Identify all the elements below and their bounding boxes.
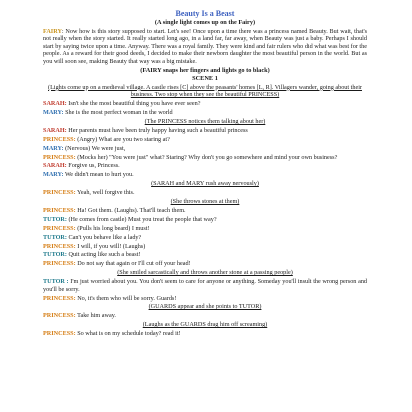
dialogue-line xyxy=(43,127,367,135)
stage-direction xyxy=(43,303,367,311)
stage-direction-text: (SARAH and MARY rush away nervously) xyxy=(151,180,259,188)
fairy-text: Now how is this story supposed to start. Let's see! Once upon a time there was a princess named Beauty. But wait, that's not really when the story started. It really started long ago, in a land far, far away, when Beauty was just a baby. Perhaps I should start by saying twice upon a time. Anyway. There was a royal family. They were kind and fair rulers who did what was best for the people. As a reward for their good deeds, I decided to make their newborn daughter the most beautiful person in the world. But as you will soon see, making Beauty that way was a big mistake. xyxy=(43,27,367,65)
stage-direction-text: (GUARDS appear and she points to TUTOR) xyxy=(148,303,262,311)
dialogue-line xyxy=(43,225,367,233)
dialogue-line xyxy=(43,171,367,179)
dialogue-line xyxy=(43,295,367,303)
speaker-name: PRINCESS: xyxy=(43,153,76,161)
speaker-name: PRINCESS: xyxy=(43,242,76,250)
dialogue-line xyxy=(43,207,367,215)
stage-direction-open: (A single light comes up on the Fairy) xyxy=(154,19,256,26)
dialogue-text: Forgive us, Princess. xyxy=(66,162,120,170)
dialogue-text: (Mocks her) "You were just" what? Staring? Why don't you go somewhere and mind your own business? xyxy=(75,153,338,161)
speaker-name: SARAH: xyxy=(43,100,67,108)
stage-direction xyxy=(43,118,367,126)
dialogue-line xyxy=(43,145,367,153)
dialogue-line xyxy=(43,162,367,170)
dialogue-text: Can't you behave like a lady? xyxy=(66,233,142,241)
stage-direction-snap: (FAIRY snaps her fingers and lights go to black) xyxy=(140,66,270,74)
stage-direction xyxy=(43,321,367,329)
dialogue-text: (Angry) What are you two staring at? xyxy=(75,135,170,143)
dialogue-text: No, it's them who will be sorry. Guards! xyxy=(75,294,177,302)
speaker-name: TUTOR: xyxy=(43,233,67,241)
dialogue-line xyxy=(43,251,367,259)
speaker-name: PRINCESS: xyxy=(43,135,76,143)
dialogue-text: Quit acting like such a beast! xyxy=(66,251,141,259)
stage-direction xyxy=(43,269,367,277)
dialogue-line xyxy=(43,234,367,242)
speaker-name: MARY: xyxy=(43,109,64,117)
dialogue-text: Take him away. xyxy=(75,312,116,320)
stage-direction-text: (She throws stones at them) xyxy=(170,198,240,206)
speaker-name: MARY: xyxy=(43,171,64,179)
dialogue-line xyxy=(43,278,367,293)
speaker-name: PRINCESS: xyxy=(43,206,76,214)
dialogue-line xyxy=(43,109,367,117)
dialogue-text: Do not say that again or I'll cut off your head! xyxy=(75,260,191,268)
speaker-name: MARY: xyxy=(43,144,64,152)
dialogue-text: Isn't she the most beautiful thing you have ever seen? xyxy=(66,100,201,108)
dialogue-list xyxy=(43,100,367,337)
dialogue-text: I'm just worried about you. You don't seem to care for anyone or anything. Someday you'll insult the wrong person and you'll be sorry. xyxy=(43,278,368,293)
stage-direction-scene xyxy=(43,84,367,99)
stage-direction-text: (Laughs as the GUARDS drag him off screaming) xyxy=(142,321,268,329)
dialogue-text: (Nervous) We were just, xyxy=(63,144,126,152)
dialogue-text: I will, if you will! (Laughs) xyxy=(75,242,146,250)
speaker-name: TUTOR: xyxy=(43,215,67,223)
speaker-name: PRINCESS: xyxy=(43,294,76,302)
stage-direction-scene-text: (Lights come up on a medieval village. A castle rises [C] above the peasants' homes [L, R]. Villagers wander, going about their business. Two stop when they see the beautiful PRINCESS) xyxy=(48,83,362,99)
speaker-name: SARAH: xyxy=(43,126,67,134)
dialogue-line xyxy=(43,312,367,320)
script-title: Beauty Is a Beast xyxy=(175,9,235,18)
speaker-name: SARAH: xyxy=(43,162,67,170)
dialogue-text: We didn't mean to hurt you. xyxy=(63,171,134,179)
dialogue-line xyxy=(43,136,367,144)
stage-direction-text: (She smiled sarcastically and throws another stone at a passing people) xyxy=(117,269,293,277)
speaker-name: PRINCESS: xyxy=(43,260,76,268)
dialogue-line xyxy=(43,216,367,224)
fairy-monologue: FAIRY: Now how is this story supposed to start. Let's see! Once upon a time there was a princess named Beauty. But wait, that's not really when the story started. It really started long ago, in a land far, far away, when Beauty was just a baby. Perhaps I should start by saying twice upon a time. Anyway. There was a royal family. They were kind and fair rulers who did what was best for the people. As a reward for their good deeds, I decided to make their newborn daughter the most beautiful person in the world. But as you will soon see, making Beauty that way was a big mistake. xyxy=(43,27,367,65)
stage-direction xyxy=(43,198,367,206)
speaker-name: TUTOR: xyxy=(43,251,67,259)
dialogue-text: (He comes from castle) Must you treat the people that way? xyxy=(66,215,217,223)
dialogue-text: (Pulls his long beard) I must! xyxy=(75,224,150,232)
stage-direction-text: (The PRINCESS notices them talking about her) xyxy=(144,118,266,126)
dialogue-line xyxy=(43,100,367,108)
dialogue-text: So what is on my schedule today? read it! xyxy=(75,330,181,338)
speaker-name: PRINCESS: xyxy=(43,224,76,232)
dialogue-text: Her parents must have been truly happy having such a beautiful princess xyxy=(66,126,248,134)
dialogue-line xyxy=(43,260,367,268)
stage-direction xyxy=(43,180,367,188)
speaker-name: PRINCESS: xyxy=(43,189,76,197)
speaker-fairy: FAIRY xyxy=(43,27,62,35)
dialogue-text: Yeah, well forgive this. xyxy=(75,189,135,197)
scene-heading: SCENE 1 xyxy=(192,75,218,83)
dialogue-text: Ha! Got them. (Laughs). That'll teach them. xyxy=(75,206,186,214)
speaker-name: PRINCESS: xyxy=(43,312,76,320)
dialogue-text: She is the most perfect woman in the world xyxy=(63,109,173,117)
dialogue-line xyxy=(43,243,367,251)
dialogue-line xyxy=(43,154,367,162)
dialogue-line xyxy=(43,189,367,197)
dialogue-line xyxy=(43,330,367,338)
speaker-name: TUTOR : xyxy=(43,278,69,286)
speaker-name: PRINCESS: xyxy=(43,330,76,338)
